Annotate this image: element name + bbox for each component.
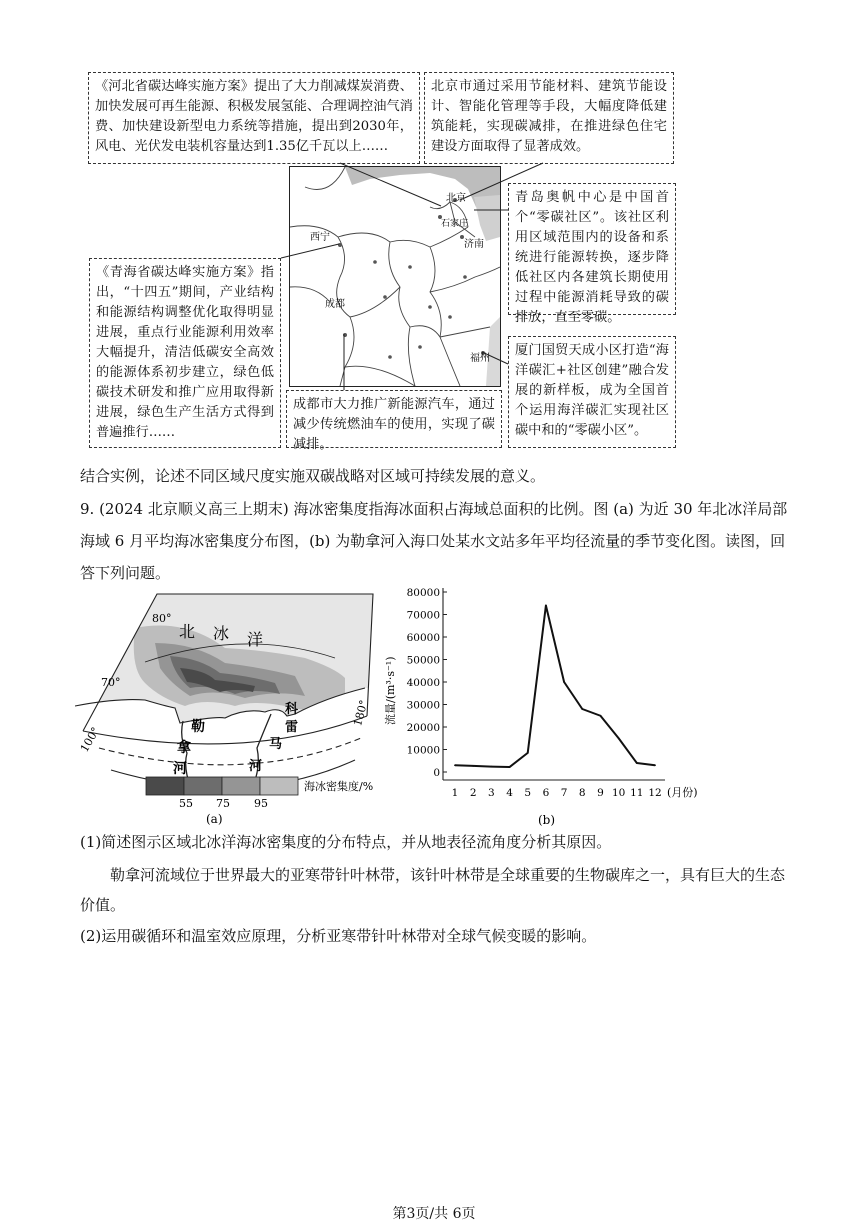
x-tick-label: 10	[611, 787, 626, 799]
question9-part1: (1)简述图示区域北冰洋海冰密集度的分布特点，并从地表径流角度分析其原因。	[80, 833, 612, 851]
lon-180-label: 180°	[351, 698, 371, 728]
legend-tick-95: 95	[254, 797, 268, 810]
data-point	[581, 708, 583, 710]
data-point	[545, 605, 547, 607]
question8-tail: 结合实例，论述不同区域尺度实施双碳战略对区域可持续发展的意义。	[80, 467, 546, 485]
map-label-beijing: 北京	[446, 193, 466, 204]
figure-a-caption: (a)	[206, 812, 223, 826]
map-label-chengdu: 成都	[325, 299, 345, 310]
data-point	[600, 715, 602, 717]
figure-b-caption: (b)	[538, 813, 556, 827]
map-label-xining: 西宁	[310, 232, 330, 243]
y-tick-label: 80000	[406, 587, 440, 599]
y-tick-label: 0	[433, 767, 440, 779]
question9-stem: 9. (2024 北京顺义高三上期末) 海冰密集度指海冰面积占海域总面积的比例。图 (a) 为近 30 年北冰洋局部海域 6 月平均海冰密集度分布图，(b) 为勒拿河入海口处某水文站多年平均径流量的季节变化图。读图，回答下列问题。	[80, 500, 788, 582]
data-point	[509, 766, 511, 768]
hebei-box: 《河北省碳达峰实施方案》提出了大力削减煤炭消费、加快发展可再生能源、积极发展氢能、合理调控油气消费、加快建设新型电力系统等措施，提出到2030年，风电、光伏发电装机容量达到1.35亿千瓦以上……	[88, 72, 420, 164]
lat-70-label: 70°	[101, 676, 121, 689]
x-tick-label: 3	[488, 787, 495, 799]
page-footer: 第3页/共 6页	[392, 1206, 476, 1222]
x-tick-label: 4	[506, 787, 513, 799]
y-tick-label: 10000	[406, 744, 440, 757]
x-tick-label: 5	[524, 787, 532, 799]
lon-100-label: 100°	[77, 724, 103, 755]
figure-a-sea-ice-map	[75, 588, 385, 826]
svg-text:勒: 勒	[191, 719, 205, 735]
qingdao-box: 青岛奥帆中心是中国首个“零碳社区”。该社区利用区域范围内的设备和系统进行能源转换，逐步降低社区内各建筑长期使用过程中能源消耗导致的碳排放，直至零碳。	[508, 183, 676, 315]
legend-swatch-1	[146, 777, 184, 795]
svg-text:河: 河	[249, 759, 263, 774]
svg-text:北: 北	[179, 622, 196, 641]
xiamen-box: 厦门国贸天成小区打造“海洋碳汇+社区创建”融合发展的新样板，成为全国首个运用海洋碳汇实现社区碳中和的“零碳小区”。	[508, 336, 676, 448]
x-tick-label: 12	[648, 787, 662, 799]
qinghai-box: 《青海省碳达峰实施方案》指出，“十四五”期间，产业结构和能源结构调整优化取得明显进展，重点行业能源利用效率大幅提升，清洁低碳安全高效的能源体系初步建立，绿色低碳技术研发和推广应用取得新进展，绿色生产生活方式得到普遍推行……	[89, 258, 281, 448]
data-point	[490, 766, 492, 768]
map-label-fuzhou: 福州	[470, 353, 490, 364]
legend-swatch-2	[184, 777, 222, 795]
legend-title: 海冰密集度/%	[304, 780, 374, 793]
data-point	[472, 765, 474, 767]
sea-ice-legend	[146, 777, 373, 810]
svg-text:雷: 雷	[285, 720, 299, 735]
y-tick-label: 30000	[406, 699, 440, 712]
y-tick-label: 60000	[406, 632, 440, 644]
data-point	[654, 764, 656, 766]
x-tick-label: 7	[560, 787, 568, 799]
svg-text:科: 科	[285, 702, 299, 717]
legend-tick-75: 75	[216, 797, 230, 810]
y-tick-label: 20000	[406, 722, 440, 734]
svg-text:拿: 拿	[177, 740, 191, 756]
data-point	[454, 764, 456, 766]
map-label-jinan: 济南	[464, 239, 484, 250]
data-point	[618, 737, 620, 739]
x-tick-label: 1	[451, 787, 459, 799]
legend-tick-55: 55	[179, 797, 193, 810]
svg-text:马: 马	[269, 737, 283, 752]
beijing-box: 北京市通过采用节能材料、建筑节能设计、智能化管理等手段，大幅度降低建筑能耗，实现碳减排，在推进绿色住宅建设方面取得了显著成效。	[424, 72, 674, 164]
x-ticks	[452, 787, 662, 799]
svg-text:河: 河	[173, 761, 187, 777]
legend-swatch-3	[222, 777, 260, 795]
data-point	[563, 681, 565, 683]
leader-lines	[0, 0, 868, 470]
y-tick-label: 70000	[406, 609, 440, 622]
data-point	[527, 752, 529, 754]
legend-swatch-4	[260, 777, 298, 795]
runoff-series	[454, 605, 656, 768]
x-tick-label: 6	[542, 787, 550, 799]
svg-text:冰: 冰	[213, 624, 230, 643]
y-ticks	[407, 587, 447, 779]
question9-part2: (2)运用碳循环和温室效应原理，分析亚寒带针叶林带对全球气候变暖的影响。	[80, 927, 597, 945]
x-tick-label: 11	[630, 787, 644, 799]
runoff-line	[455, 606, 655, 768]
map-label-shijiazhuang: 石家庄	[441, 219, 469, 229]
figure-b-runoff-chart	[380, 580, 710, 830]
question9-material: 勒拿河流域位于世界最大的亚寒带针叶林带，该针叶林带是全球重要的生物碳库之一，具有巨大的生态价值。	[80, 866, 786, 914]
chengdu-box: 成都市大力推广新能源汽车，通过减少传统燃油车的使用，实现了碳减排。	[286, 390, 502, 448]
y-tick-label: 50000	[406, 654, 440, 667]
x-tick-label: 2	[469, 787, 477, 799]
x-tick-label: 8	[578, 787, 586, 799]
x-tick-label: 9	[597, 787, 604, 799]
y-tick-label: 40000	[406, 677, 440, 689]
chart-axes	[443, 588, 665, 780]
data-point	[636, 762, 638, 764]
y-axis-label: 流量/(m³·s⁻¹)	[384, 656, 397, 725]
lat-80-label: 80°	[152, 612, 172, 625]
x-axis-label: (月份)	[667, 786, 698, 799]
svg-text:洋: 洋	[247, 630, 264, 649]
